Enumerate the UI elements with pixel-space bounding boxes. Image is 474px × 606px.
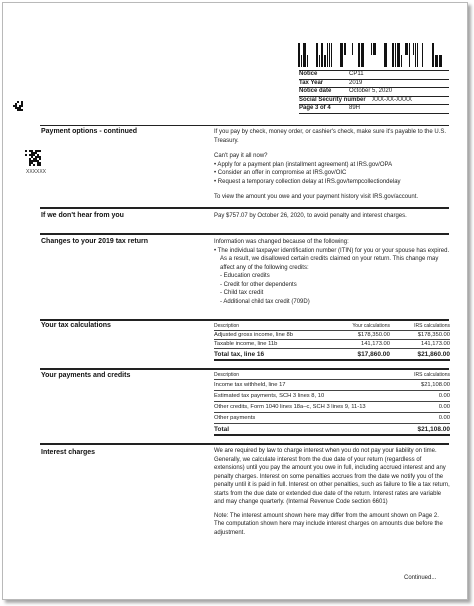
- table-row: Other payments 0.00: [214, 413, 450, 424]
- table-total-row: Total tax, line 16 $17,860.00 $21,860.00: [214, 349, 450, 361]
- barcode-image: [298, 43, 450, 67]
- list-item: - Additional child tax credit (709D): [220, 298, 310, 305]
- notice-row: Social Security number XXX-XX-XXXX: [299, 97, 449, 106]
- list-item: • Apply for a payment plan (installment agreement) at IRS.gov/OPA: [214, 161, 393, 168]
- notice-row: Notice date October 5, 2020: [299, 88, 449, 97]
- interest-text: We are required by law to charge interest when you do not pay your liability on time. Generally, we calculate interest from the due date of your return (regardless of extensions) until you pay the amount you owe in full, including accrued interest and any penalty charges. Interest on some penalties accrues from the date we notify you of the penalty until it is paid in full. Interest on other penalties, such as failure to file a tax return, starts from the due date or extended due date of the return. Interest rates are variable and may change quarterly. (Internal Revenue Code section 6601) Note: The interest amount shown here may differ from the amount shown on Page 2. The computation shown here may include interest charges on amounts due before the adjustment.: [214, 448, 450, 536]
- section-heading-tax-calculations: Your tax calculations: [41, 322, 111, 329]
- list-item: - Credit for other dependents: [220, 281, 297, 288]
- list-item: • The individual taxpayer identification number (ITIN) for you or your spouse has expired. As a result, we disallowed certain credits claimed on your return. This change may affect any of the following credits:: [214, 247, 450, 271]
- code-caption: XXXXXX: [26, 169, 47, 175]
- qr-code-icon: [25, 150, 41, 166]
- tax-calculations-table: [214, 322, 450, 361]
- section-divider: [40, 207, 449, 209]
- list-item: • Request a temporary collection delay at IRS.gov/tempcollectiondelay: [214, 178, 401, 185]
- payment-text: If you pay by check, money order, or cashier's check, make sure it's payable to the U.S. Treasury. Can't pay it all now? • Apply for a payment plan (installment agreement) at IRS.gov/OPA • Consider an offer in compromise at IRS.gov/OIC • Request a temporary collection delay at IRS.gov/tempcollectiondelay To view the amount you owe and your payment history visit IRS.gov/account.: [214, 128, 450, 202]
- list-item: - Education credits: [220, 273, 270, 279]
- qr-code-icon: [13, 101, 23, 111]
- table-row: Adjusted gross income, line 8b $178,350.00 $178,350.00: [214, 332, 450, 338]
- section-divider: [40, 443, 449, 445]
- table-row: Taxable income, line 11b 141,173.00 141,173.00: [214, 341, 450, 347]
- changes-text: Information was changed because of the following: • The individual taxpayer identification number (ITIN) for you or your spouse has expired. As a result, we disallowed certain credits claimed on your return. This change may affect any of the following credits: - Education credits - Credit for other dependents - Child tax credit - Additional child tax credit (709D): [214, 239, 450, 305]
- section-heading-payments-credits: Your payments and credits: [41, 372, 131, 379]
- table-row: Estimated tax payments, SCH 3 lines 8, 10 0.00: [214, 391, 450, 402]
- no-response-text: Pay $757.07 by October 26, 2020, to avoid penalty and interest charges.: [214, 213, 407, 219]
- section-heading-payment: Payment options - continued: [41, 128, 138, 135]
- list-item: - Child tax credit: [220, 290, 264, 296]
- section-divider: [40, 233, 449, 235]
- notice-page: [2, 2, 468, 600]
- notice-row: Tax Year 2019: [299, 80, 449, 89]
- table-total-row: Total $21,108.00: [214, 424, 450, 436]
- section-divider: [40, 319, 449, 321]
- notice-row: Page 3 of 4 89H: [299, 105, 449, 114]
- table-row: Other credits, Form 1040 lines 18a–c, SCH 3 lines 9, 11-13 0.00: [214, 402, 450, 413]
- section-heading-interest: Interest charges: [41, 449, 96, 456]
- section-divider: [40, 125, 449, 126]
- notice-info-table: [299, 70, 449, 114]
- list-item: • Consider an offer in compromise at IRS.gov/OIC: [214, 170, 347, 176]
- table-header: Description IRS calculations: [214, 372, 450, 378]
- payments-credits-table: [214, 371, 450, 436]
- section-heading-no-response: If we don't hear from you: [41, 212, 124, 219]
- table-header: Description Your calculations IRS calculations: [214, 323, 450, 329]
- notice-row: Notice CP11: [299, 71, 449, 80]
- continued-label: Continued...: [404, 575, 437, 581]
- section-heading-changes: Changes to your 2019 tax return: [41, 238, 148, 245]
- table-row: Income tax withheld, line 17 $21,108.00: [214, 380, 450, 391]
- section-divider: [40, 368, 449, 370]
